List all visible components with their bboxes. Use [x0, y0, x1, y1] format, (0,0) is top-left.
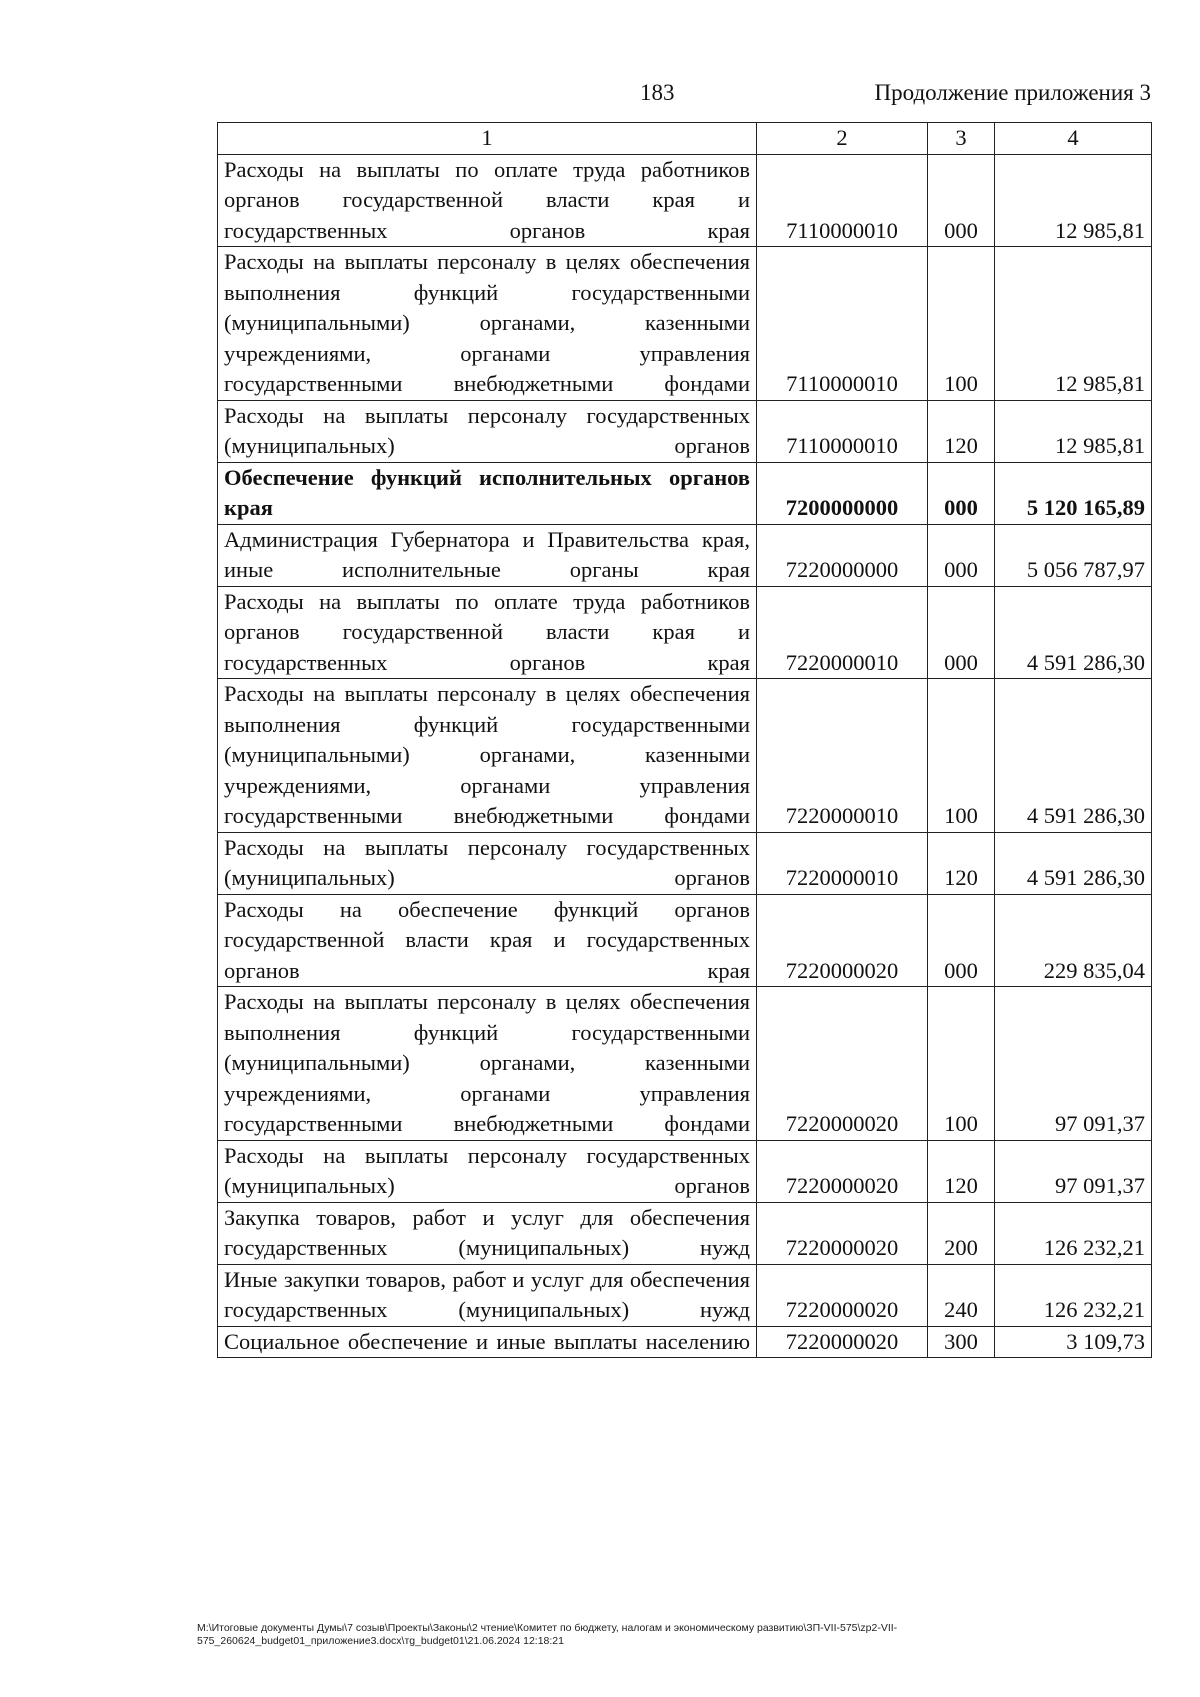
row-amount-cell: 12 985,81 — [995, 400, 1152, 462]
column-header-4: 4 — [995, 123, 1152, 155]
table-row — [218, 1202, 1152, 1264]
row-type-cell: 100 — [928, 679, 995, 833]
row-type-cell: 100 — [928, 987, 995, 1141]
row-type-cell: 200 — [928, 1202, 995, 1264]
row-name-cell: Расходы на выплаты по оплате труда работников органов государственной власти края и государственных органов края — [218, 154, 757, 247]
row-name-cell: Администрация Губернатора и Правительства края, иные исполнительные органы края — [218, 524, 757, 586]
row-name-cell: Расходы на выплаты по оплате труда работников органов государственной власти края и государственных органов края — [218, 586, 757, 679]
page-caption: Продолжение приложения 3 — [874, 80, 1151, 105]
row-name-cell: Иные закупки товаров, работ и услуг для обеспечения государственных (муниципальных) нужд — [218, 1264, 757, 1326]
table-row — [218, 247, 1152, 401]
row-code-cell: 7220000020 — [757, 1264, 928, 1326]
row-amount-cell: 3 109,73 — [995, 1326, 1152, 1358]
row-code-cell: 7110000010 — [757, 154, 928, 247]
row-code-cell: 7220000020 — [757, 1140, 928, 1202]
row-amount-cell: 97 091,37 — [995, 1140, 1152, 1202]
row-code-cell: 7220000020 — [757, 987, 928, 1141]
row-type-cell: 000 — [928, 462, 995, 524]
row-code-cell: 7220000010 — [757, 679, 928, 833]
row-name-cell: Социальное обеспечение и иные выплаты населению — [218, 1326, 757, 1358]
row-amount-cell: 5 056 787,97 — [995, 524, 1152, 586]
row-name-cell: Обеспечение функций исполнительных органов края — [218, 462, 757, 524]
row-amount-cell: 5 120 165,89 — [995, 462, 1152, 524]
table-row — [218, 1264, 1152, 1326]
row-name-cell: Расходы на выплаты персоналу в целях обеспечения выполнения функций государственными (муниципальными) органами, казенными учреждениями, органами управления государственными внебюджетными фондами — [218, 987, 757, 1141]
row-type-cell: 000 — [928, 154, 995, 247]
row-amount-cell: 12 985,81 — [995, 154, 1152, 247]
row-type-cell: 120 — [928, 832, 995, 894]
row-amount-cell: 12 985,81 — [995, 247, 1152, 401]
row-type-cell: 120 — [928, 400, 995, 462]
table-header-row — [218, 123, 1152, 155]
table-row — [218, 679, 1152, 833]
table-row — [218, 524, 1152, 586]
row-type-cell: 240 — [928, 1264, 995, 1326]
column-header-1: 1 — [218, 123, 757, 155]
table-row — [218, 400, 1152, 462]
table-row — [218, 462, 1152, 524]
row-code-cell: 7220000010 — [757, 586, 928, 679]
row-type-cell: 000 — [928, 524, 995, 586]
row-code-cell: 7220000020 — [757, 1326, 928, 1358]
row-name-cell: Закупка товаров, работ и услуг для обеспечения государственных (муниципальных) нужд — [218, 1202, 757, 1264]
row-name-cell: Расходы на выплаты персоналу государственных (муниципальных) органов — [218, 1140, 757, 1202]
column-header-3: 3 — [928, 123, 995, 155]
row-name-cell: Расходы на выплаты персоналу государственных (муниципальных) органов — [218, 400, 757, 462]
page-number: 183 — [640, 80, 675, 105]
table-row — [218, 987, 1152, 1141]
row-name-cell: Расходы на выплаты персоналу в целях обеспечения выполнения функций государственными (муниципальными) органами, казенными учреждениями, органами управления государственными внебюджетными фондами — [218, 247, 757, 401]
row-code-cell: 7220000020 — [757, 1202, 928, 1264]
file-path-footer: М:\Итоговые документы Думы\7 созыв\Проекты\Законы\2 чтение\Комитет по бюджету, налогам и экономическому развитию\ЗП-VII-575\zp2-VII-575_260624_budget01_приложение3.docx\тg_budget01\21.06.2024 12:18:21 — [197, 1622, 898, 1647]
table-row — [218, 894, 1152, 987]
table-row — [218, 1326, 1152, 1358]
row-type-cell: 120 — [928, 1140, 995, 1202]
row-type-cell: 100 — [928, 247, 995, 401]
row-type-cell: 000 — [928, 894, 995, 987]
budget-table — [217, 122, 1152, 1358]
row-code-cell: 7110000010 — [757, 400, 928, 462]
row-amount-cell: 4 591 286,30 — [995, 832, 1152, 894]
table-row — [218, 832, 1152, 894]
row-type-cell: 300 — [928, 1326, 995, 1358]
row-amount-cell: 126 232,21 — [995, 1264, 1152, 1326]
row-amount-cell: 4 591 286,30 — [995, 679, 1152, 833]
table-body — [218, 154, 1152, 1358]
table-row — [218, 154, 1152, 247]
row-code-cell: 7220000010 — [757, 832, 928, 894]
row-code-cell: 7200000000 — [757, 462, 928, 524]
column-header-2: 2 — [757, 123, 928, 155]
row-amount-cell: 229 835,04 — [995, 894, 1152, 987]
row-amount-cell: 4 591 286,30 — [995, 586, 1152, 679]
row-amount-cell: 97 091,37 — [995, 987, 1152, 1141]
row-code-cell: 7110000010 — [757, 247, 928, 401]
row-name-cell: Расходы на выплаты персоналу государственных (муниципальных) органов — [218, 832, 757, 894]
table-row — [218, 1140, 1152, 1202]
row-amount-cell: 126 232,21 — [995, 1202, 1152, 1264]
row-code-cell: 7220000020 — [757, 894, 928, 987]
table-row — [218, 586, 1152, 679]
row-name-cell: Расходы на выплаты персоналу в целях обеспечения выполнения функций государственными (муниципальными) органами, казенными учреждениями, органами управления государственными внебюджетными фондами — [218, 679, 757, 833]
row-name-cell: Расходы на обеспечение функций органов государственной власти края и государственных органов края — [218, 894, 757, 987]
row-code-cell: 7220000000 — [757, 524, 928, 586]
row-type-cell: 000 — [928, 586, 995, 679]
